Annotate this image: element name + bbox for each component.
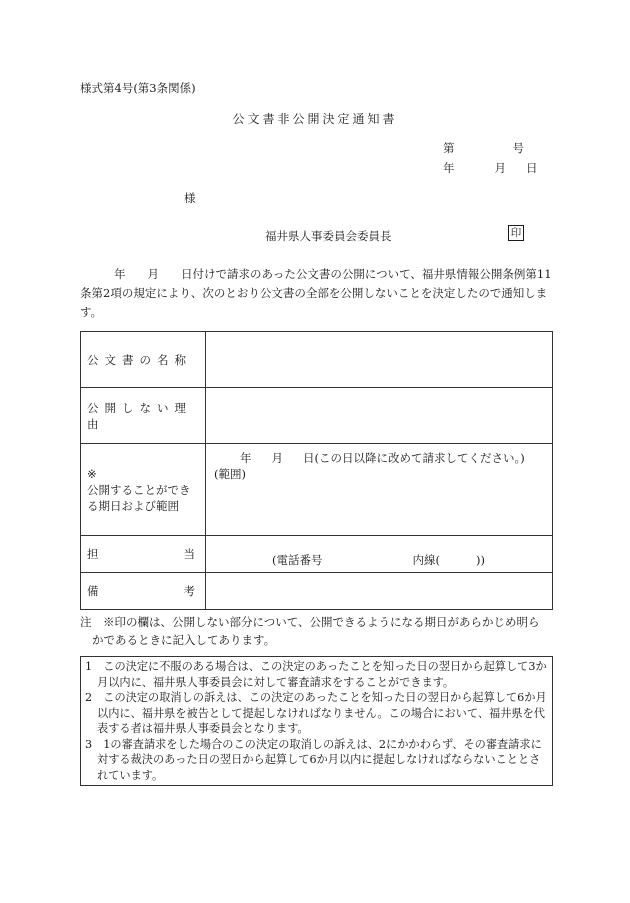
date-month: 月 [494, 161, 506, 175]
row-label-reason: 公開しない理由 [87, 400, 192, 431]
row-label-contact-a: 担 [87, 547, 99, 561]
document-name-value [206, 332, 553, 388]
remarks-value [206, 573, 553, 610]
decision-table [80, 331, 553, 610]
disclosure-date-value [206, 444, 553, 536]
date-year: 年 [443, 161, 455, 175]
table-row-reason [81, 388, 553, 444]
table-row-remarks [81, 573, 553, 610]
appeal-notice-box [80, 656, 553, 786]
footnote-line-1: 注 ※印の欄は、公開しない部分について、公開できるようになる期日があらかじめ明ら [80, 615, 540, 629]
notice-paragraph [80, 265, 552, 322]
table-row-contact [81, 536, 553, 573]
footnote [80, 613, 555, 649]
notice-item-2: 2 この決定の取消しの訴えは、この決定のあったことを知った日の翌日から起算して6か月以内に、福井県を被告として提起しなければなりません。この場合において、福井県を代表する者は福井県人事委員会となります。 [85, 691, 547, 735]
document-date [443, 160, 538, 176]
row-label-document-name: 公文書の名称 [87, 352, 192, 367]
disclosure-month: 月 [271, 451, 283, 465]
row-label-remarks-b: 考 [183, 584, 195, 598]
extension-close: )) [476, 553, 485, 567]
doc-no-prefix: 第 [443, 141, 455, 155]
table-row-document-name [81, 332, 553, 388]
footnote-line-2: かであるときに記入してあります。 [92, 633, 276, 647]
asterisk-mark: ※ [87, 466, 97, 481]
notice-item-3: 3 1の審査請求をした場合のこの決定の取消しの訴えは、2にかかわらず、その審査請求に対する裁決のあった日の翌日から起算して6か月以内に提起しなければならないこととされています。 [85, 737, 542, 782]
document-number [443, 140, 524, 156]
seal-mark: 印 [508, 225, 524, 241]
disclosure-day-note: 日(この日以降に改めて請求してください。) [303, 451, 525, 465]
body-month: 月 [147, 267, 159, 281]
body-text: 日付けで請求のあった公文書の公開について、福井県情報公開条例第11条第2項の規定により、次のとおり公文書の全部を公開しないことを決定したので通知します。 [80, 267, 552, 319]
row-label-remarks-a: 備 [87, 584, 99, 598]
reason-value [206, 388, 553, 444]
disclosure-year: 年 [240, 451, 252, 465]
row-label-contact-b: 当 [183, 547, 195, 561]
doc-no-suffix: 号 [512, 141, 524, 155]
row-label-disclosure-date: 公開することができる期日および範囲 [87, 482, 191, 513]
disclosure-range: (範囲) [214, 467, 246, 481]
phone-label: (電話番号 [272, 553, 323, 567]
notice-item-1: 1 この決定に不服のある場合は、この決定のあったことを知った日の翌日から起算して3か月以内に、福井県人事委員会に対して審査請求をすることができます。 [85, 660, 547, 689]
sender-name: 福井県人事委員会委員長 [265, 229, 392, 243]
extension-label: 内線( [412, 553, 440, 567]
contact-value [206, 536, 553, 573]
table-row-disclosure-date [81, 444, 553, 536]
date-day: 日 [526, 161, 538, 175]
addressee: 様 [184, 191, 196, 205]
form-number: 様式第4号(第3条関係) [80, 81, 196, 95]
body-year: 年 [114, 267, 126, 281]
document-title: 公文書非公開決定通知書 [232, 112, 398, 126]
